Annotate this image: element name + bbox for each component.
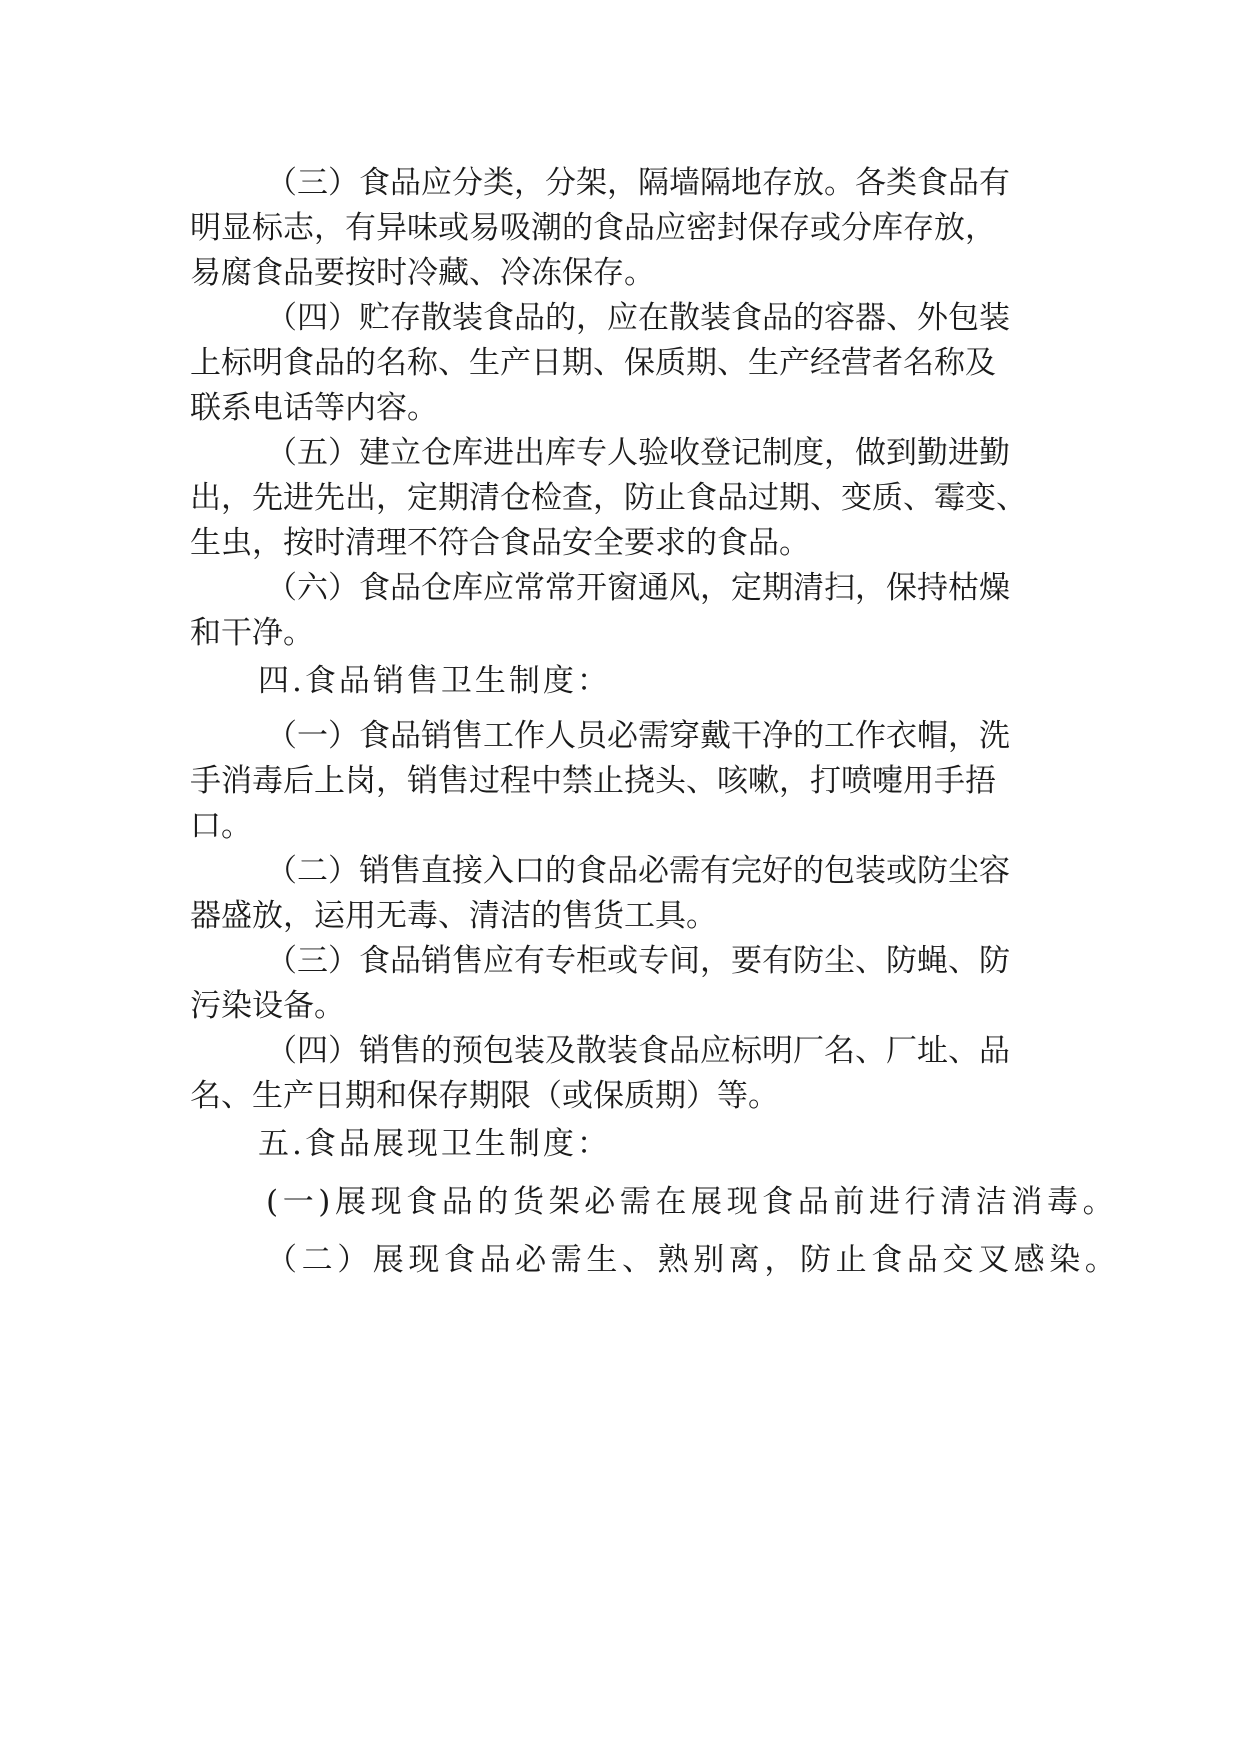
document-body	[190, 157, 1121, 1289]
text-line: （三）食品应分类，分架，隔墙隔地存放。各类食品有	[266, 165, 1010, 201]
text-line: 上标明食品的名称、生产日期、保质期、生产经营者名称及	[190, 345, 996, 381]
paragraph-storage-5	[190, 427, 1070, 562]
text-line: （四）贮存散装食品的，应在散装食品的容器、外包装	[266, 300, 1010, 336]
paragraph-sales-3	[190, 935, 1070, 1025]
paragraph-storage-3	[190, 157, 1070, 292]
text-line: 明显标志，有异味或易吸潮的食品应密封保存或分库存放，	[190, 210, 996, 246]
text-line: 生虫，按时清理不符合食品安全要求的食品。	[190, 525, 810, 561]
text-line: （一）食品销售工作人员必需穿戴干净的工作衣帽，洗	[266, 718, 1010, 754]
text-line: （三）食品销售应有专柜或专间，要有防尘、防蝇、防	[266, 943, 1010, 979]
section-heading-sales: 四.食品销售卫生制度：	[258, 663, 611, 699]
text-line: 口。	[190, 808, 252, 844]
paragraph-display-2	[190, 1231, 1121, 1289]
paragraph-storage-4	[190, 292, 1070, 427]
text-line: 和干净。	[190, 615, 314, 651]
text-line: (一)展现食品的货架必需在展现食品前进行清洁消毒。	[266, 1184, 1119, 1220]
text-line: 污染设备。	[190, 988, 345, 1024]
text-line: （五）建立仓库进出库专人验收登记制度，做到勤进勤	[266, 435, 1010, 471]
section-heading-display: 五.食品展现卫生制度：	[258, 1126, 611, 1162]
paragraph-sales-4	[190, 1025, 1070, 1115]
paragraph-sales-2	[190, 845, 1070, 935]
text-line: 手消毒后上岗，销售过程中禁止挠头、咳嗽，打喷嚏用手捂	[190, 763, 996, 799]
paragraph-storage-6	[190, 562, 1070, 652]
text-line: （六）食品仓库应常常开窗通风，定期清扫，保持枯燥	[266, 570, 1010, 606]
text-line: （二）销售直接入口的食品必需有完好的包装或防尘容	[266, 853, 1010, 889]
text-line: 联系电话等内容。	[190, 390, 438, 426]
text-line: （四）销售的预包装及散装食品应标明厂名、厂址、品	[266, 1033, 1010, 1069]
text-line: 易腐食品要按时冷藏、冷冻保存。	[190, 255, 655, 291]
text-line: 器盛放，运用无毒、清洁的售货工具。	[190, 898, 717, 934]
paragraph-sales-1	[190, 710, 1070, 845]
text-line: （二）展现食品必需生、熟别离，防止食品交叉感染。	[266, 1242, 1121, 1278]
paragraph-display-1	[190, 1173, 1119, 1231]
text-line: 出，先进先出，定期清仓检查，防止食品过期、变质、霉变、	[190, 480, 1027, 516]
text-line: 名、生产日期和保存期限（或保质期）等。	[190, 1078, 779, 1114]
